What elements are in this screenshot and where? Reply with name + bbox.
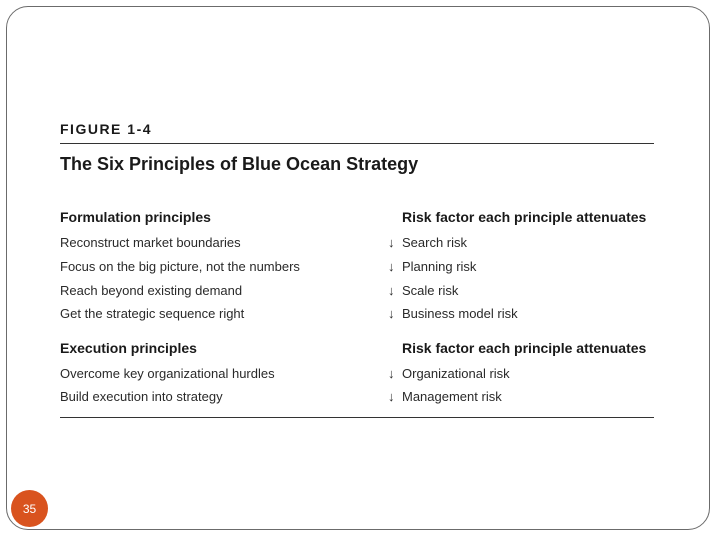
top-divider	[60, 143, 654, 144]
execution-risk-2: Management risk	[402, 389, 502, 404]
formulation-risk-1: Search risk	[402, 235, 468, 250]
execution-risk-heading: Risk factor each principle attenuates	[402, 340, 647, 356]
down-arrow-icon: ↓	[388, 235, 395, 250]
formulation-principle-4: Get the strategic sequence right	[60, 306, 245, 321]
down-arrow-icon: ↓	[388, 306, 395, 321]
page-number-badge: 35	[11, 490, 48, 527]
execution-principle-1: Overcome key organizational hurdles	[60, 366, 275, 381]
down-arrow-icon: ↓	[388, 283, 395, 298]
formulation-principle-1: Reconstruct market boundaries	[60, 235, 241, 250]
execution-heading: Execution principles	[60, 340, 197, 356]
formulation-principle-2: Focus on the big picture, not the numbers	[60, 259, 300, 274]
formulation-risk-2: Planning risk	[402, 259, 477, 274]
execution-risk-1: Organizational risk	[402, 366, 510, 381]
bottom-divider	[60, 417, 654, 418]
execution-principle-2: Build execution into strategy	[60, 389, 223, 404]
down-arrow-icon: ↓	[388, 259, 395, 274]
down-arrow-icon: ↓	[388, 366, 395, 381]
formulation-risk-heading: Risk factor each principle attenuates	[402, 209, 647, 225]
formulation-heading: Formulation principles	[60, 209, 211, 225]
formulation-principle-3: Reach beyond existing demand	[60, 283, 243, 298]
formulation-risk-4: Business model risk	[402, 306, 518, 321]
figure-label: FIGURE 1-4	[60, 121, 153, 137]
formulation-risk-3: Scale risk	[402, 283, 459, 298]
figure-title: The Six Principles of Blue Ocean Strategy	[60, 154, 419, 174]
down-arrow-icon: ↓	[388, 389, 395, 404]
